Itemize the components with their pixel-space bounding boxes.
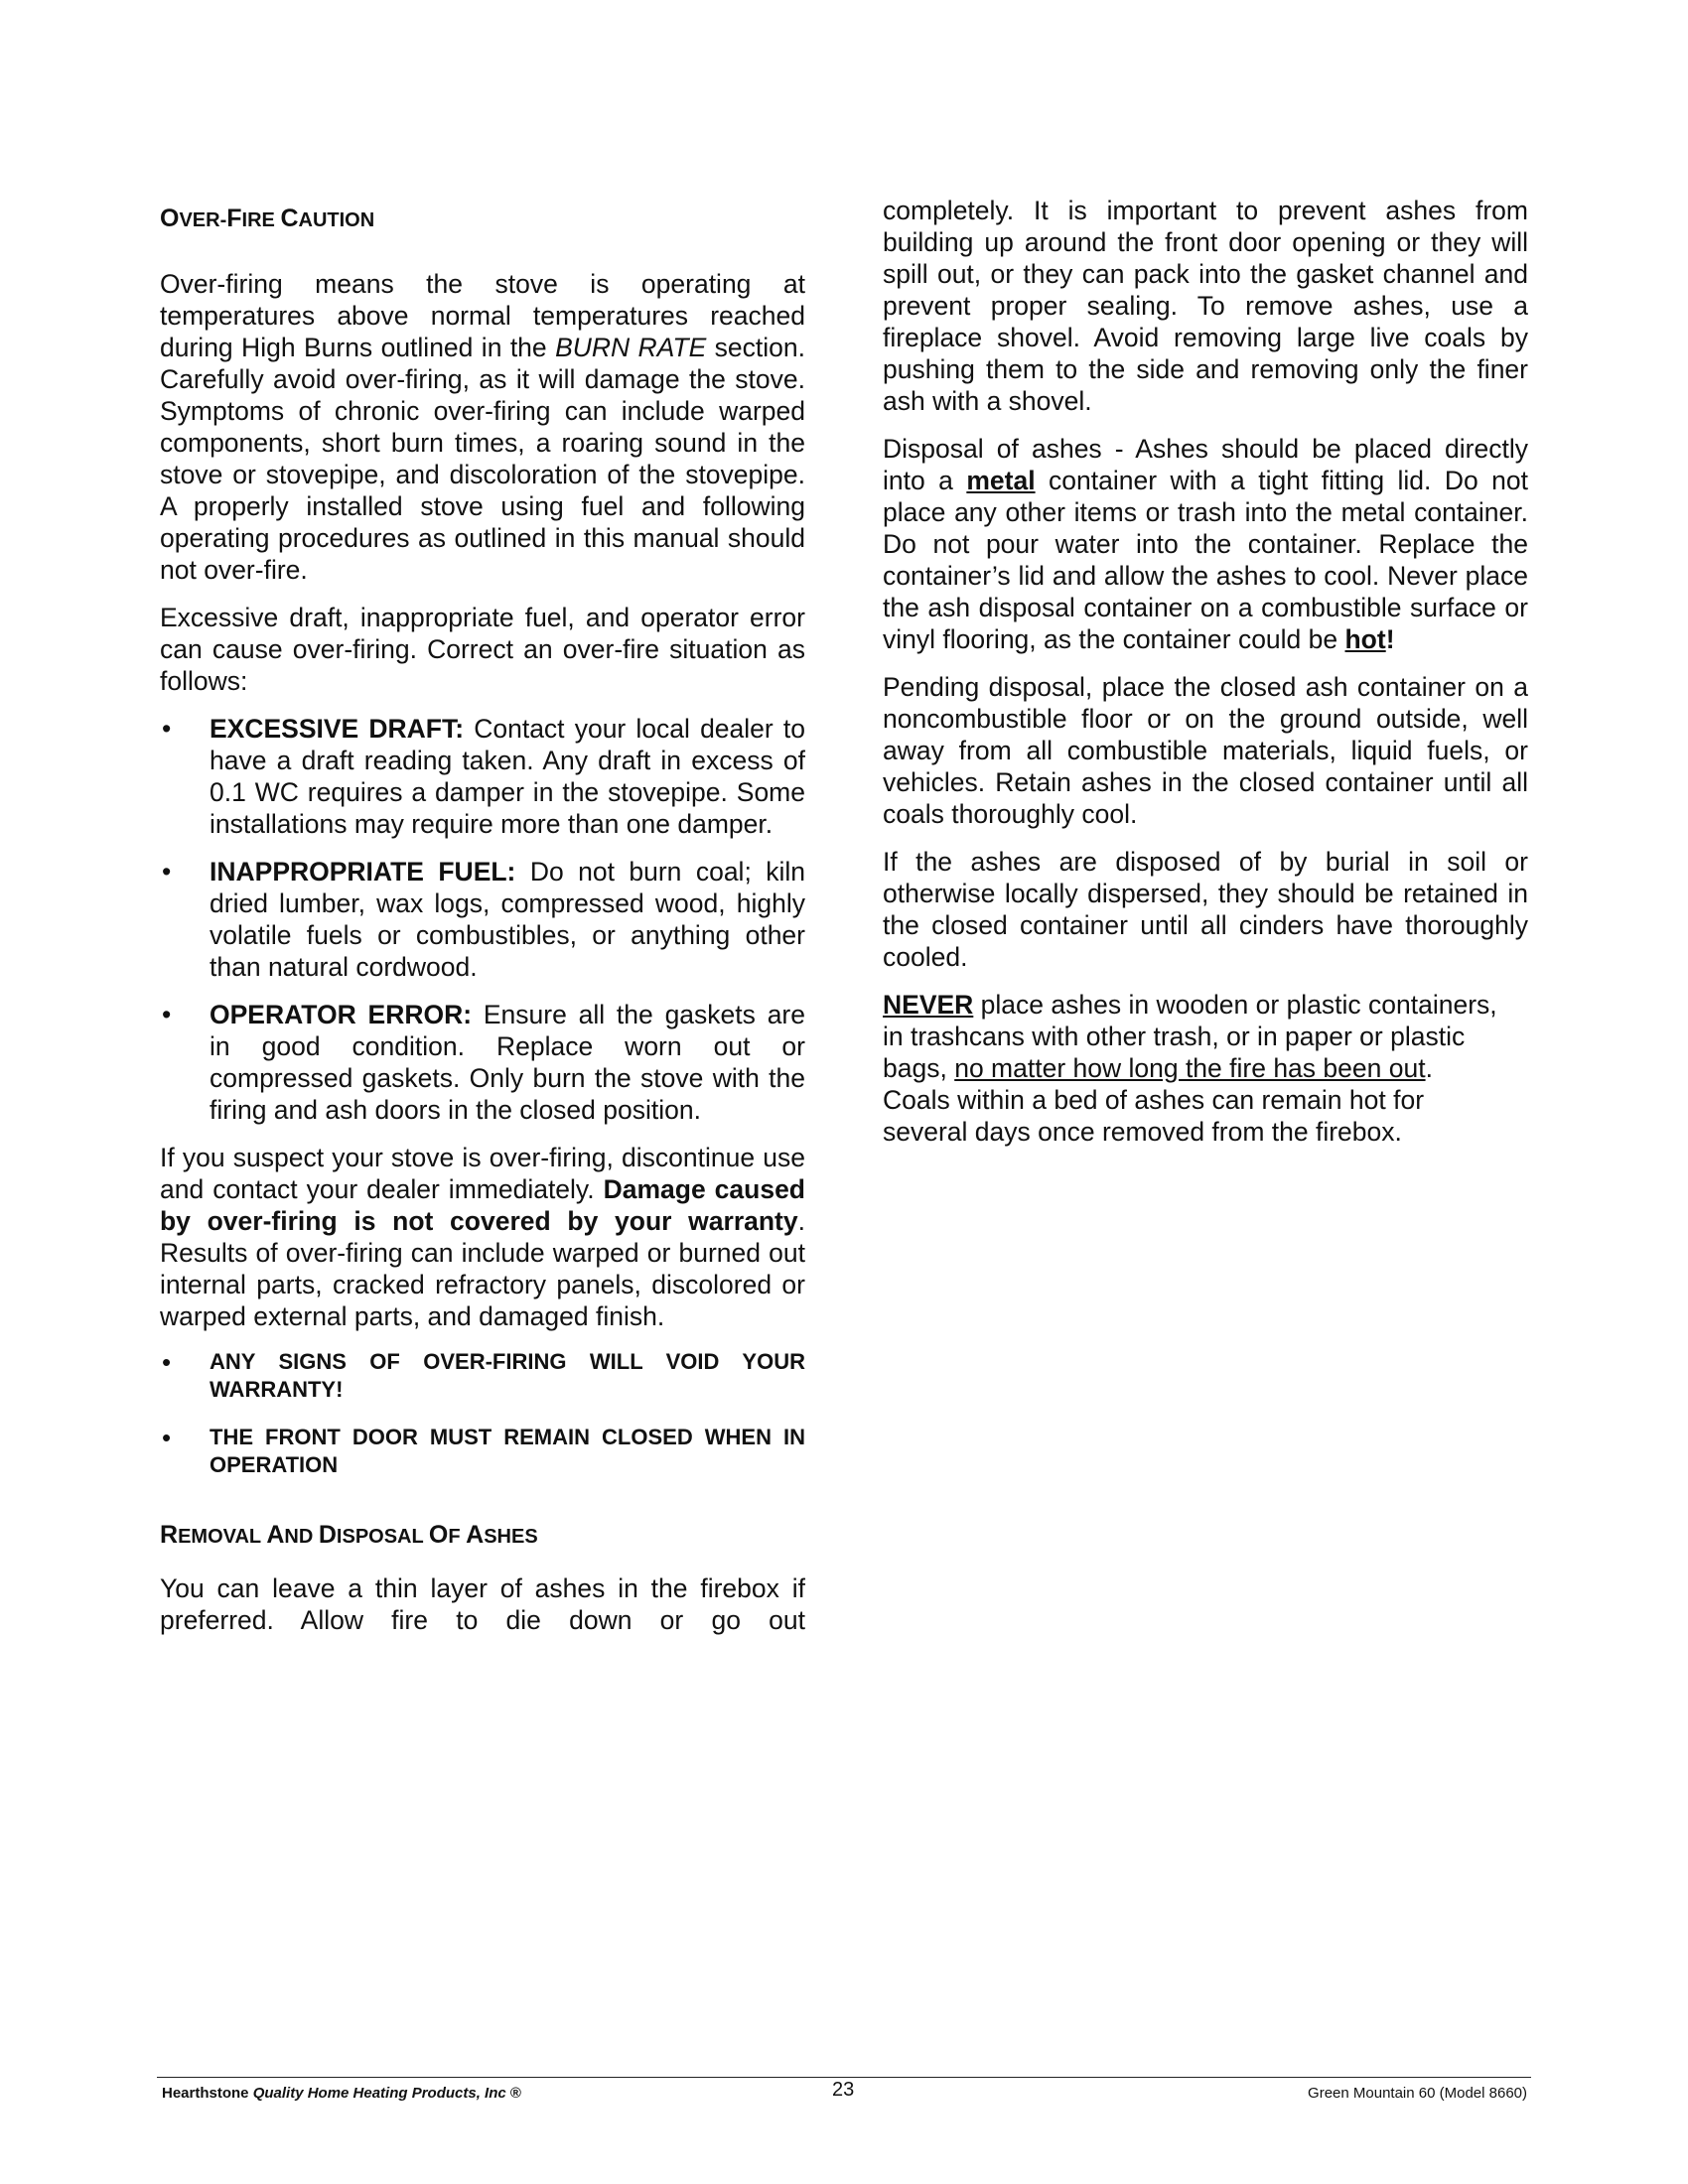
footer-model: Green Mountain 60 (Model 8660)	[1308, 2085, 1527, 2102]
right-column	[883, 195, 1528, 1163]
footer-divider	[157, 2077, 1531, 2078]
ash-removal-paragraph: You can leave a thin layer of ashes in the firebox if preferred. Allow fire to die down or go out	[160, 1573, 805, 1635]
ash-removal-continued-paragraph: completely. It is important to prevent ashes from building up around the front door opening or they will spill out, or they can pack into the gasket channel and prevent proper sealing. To remove ashes, use a fireplace shovel. Avoid removing large live coals by pushing them to the side and removing only the finer ash with a shovel.	[883, 196, 1528, 416]
list-item: • EXCESSIVE DRAFT: Contact your local dealer to have a draft reading taken. Any draft in excess of 0.1 WC requires a damper in the stovepipe. Some installations may require more than one damper.	[162, 714, 805, 839]
over-firing-definition-paragraph: Over-firing means the stove is operating at temperatures above normal temperatures reached during High Burns outlined in the BURN RATE section. Carefully avoid over-firing, as it will damage the stove. Symptoms of chronic over-firing can include warped components, short burn times, a roaring sound in the stove or stovepipe, and discoloration of the stovepipe. A properly installed stove using fuel and following operating procedures as outlined in this manual should not over-fire.	[160, 269, 805, 585]
ash-disposal-paragraph: Disposal of ashes - Ashes should be placed directly into a metal container with a tight fitting lid. Do not place any other items or trash into the metal container. Do not pour water into the container. Replace the container’s lid and allow the ashes to cool. Never place the ash disposal container on a combustible surface or vinyl flooring, as the container could be hot!	[883, 434, 1528, 654]
over-firing-causes-paragraph: Excessive draft, inappropriate fuel, and operator error can cause over-firing. Correct an over-fire situation as follows:	[160, 603, 805, 696]
warranty-paragraph: If you suspect your stove is over-firing, discontinue use and contact your dealer immediately. Damage caused by over-firing is not covered by your warranty. Results of over-firing can include warped or burned out internal parts, cracked refractory panels, discolored or warped external parts, and damaged finish.	[160, 1143, 805, 1331]
footer-company: Hearthstone Quality Home Heating Products, Inc ®	[162, 2085, 521, 2102]
left-column	[160, 195, 805, 1652]
list-item: • INAPPROPRIATE FUEL: Do not burn coal; kiln dried lumber, wax logs, compressed wood, highly volatile fuels or combustibles, or anything other than natural cordwood.	[162, 857, 805, 982]
pending-disposal-paragraph: Pending disposal, place the closed ash container on a noncombustible floor or on the ground outside, well away from all combustible materials, liquid fuels, or vehicles. Retain ashes in the closed container until all coals thoroughly cool.	[883, 672, 1528, 829]
page-number: 23	[832, 2079, 855, 2101]
never-warning-paragraph: NEVER place ashes in wooden or plastic containers, in trashcans with other trash, or in paper or plastic bags, no matter how long the fire has been out. Coals within a bed of ashes can remain hot for several days once removed from the firebox.	[883, 990, 1497, 1147]
burial-paragraph: If the ashes are disposed of by burial in soil or otherwise locally dispersed, they should be retained in the closed container until all cinders have thoroughly cooled.	[883, 847, 1528, 972]
list-item: • ANY SIGNS OF OVER-FIRING WILL VOID YOUR WARRANTY!	[162, 1347, 805, 1402]
list-item: • OPERATOR ERROR: Ensure all the gaskets are in good condition. Replace worn out or compressed gaskets. Only burn the stove with the firing and ash doors in the closed position.	[162, 1000, 805, 1125]
warning-list	[160, 1348, 805, 1479]
over-fire-causes-list	[160, 713, 805, 1126]
list-item: • THE FRONT DOOR MUST REMAIN CLOSED WHEN IN OPERATION	[162, 1423, 805, 1477]
removal-disposal-heading: REMOVAL AND DISPOSAL OF ASHES	[160, 1521, 538, 1549]
over-fire-caution-heading: OVER-FIRE CAUTION	[160, 205, 375, 232]
